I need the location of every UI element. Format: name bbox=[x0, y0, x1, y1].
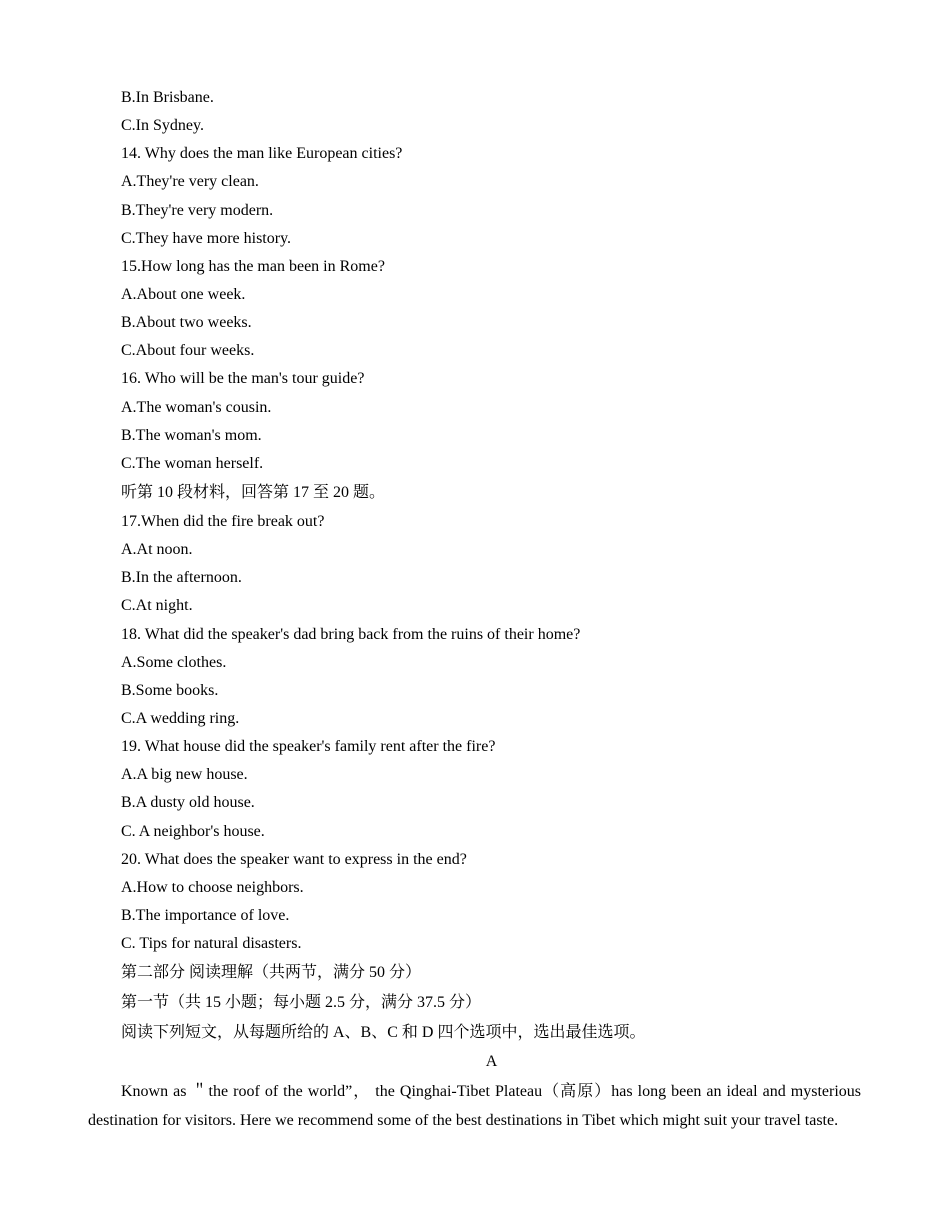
option-line: C.The woman herself. bbox=[121, 454, 264, 472]
option-line: A.At noon. bbox=[121, 541, 193, 559]
option-line: B.They're very modern. bbox=[121, 201, 274, 219]
instruction-line: 第二部分 阅读理解（共两节，满分 50 分） bbox=[121, 964, 422, 982]
passage-paragraph: Known as ＂the roof of the world”， the Qinghai-Tibet Plateau（高原）has long been an ideal and mysterious destination for visitors. Here we recommend some of the best destinations in Tibet which might suit your travel taste. bbox=[88, 1083, 861, 1129]
question-line: 15.How long has the man been in Rome? bbox=[121, 257, 385, 275]
instruction-line: 第一节（共 15 小题；每小题 2.5 分，满分 37.5 分） bbox=[121, 994, 482, 1012]
option-line: C.At night. bbox=[121, 597, 193, 615]
option-line: C.A wedding ring. bbox=[121, 709, 240, 727]
option-line: C. A neighbor's house. bbox=[121, 822, 265, 840]
option-line: B.A dusty old house. bbox=[121, 794, 255, 812]
option-line: A.How to choose neighbors. bbox=[121, 878, 304, 896]
question-lines bbox=[121, 84, 881, 1048]
option-line: B.In Brisbane. bbox=[121, 89, 214, 106]
question-line: 14. Why does the man like European cities? bbox=[121, 145, 403, 163]
option-line: A.The woman's cousin. bbox=[121, 398, 272, 416]
passage-heading: A bbox=[485, 1053, 498, 1070]
question-line: 18. What did the speaker's dad bring back from the ruins of their home? bbox=[121, 625, 581, 643]
option-line: B.The importance of love. bbox=[121, 906, 290, 924]
option-line: A.About one week. bbox=[121, 285, 246, 303]
option-line: B.Some books. bbox=[121, 681, 219, 699]
instruction-line: 阅读下列短文，从每题所给的 A、B、C 和 D 四个选项中，选出最佳选项。 bbox=[121, 1024, 646, 1042]
option-line: A.Some clothes. bbox=[121, 653, 227, 671]
option-line: B.In the afternoon. bbox=[121, 569, 242, 587]
option-line: C.In Sydney. bbox=[121, 117, 204, 135]
option-line: C.They have more history. bbox=[121, 229, 292, 247]
question-line: 16. Who will be the man's tour guide? bbox=[121, 370, 365, 388]
option-line: A.A big new house. bbox=[121, 766, 248, 784]
option-line: A.They're very clean. bbox=[121, 173, 259, 191]
option-line: C. Tips for natural disasters. bbox=[121, 935, 302, 953]
option-line: B.About two weeks. bbox=[121, 314, 252, 332]
instruction-line: 听第 10 段材料，回答第 17 至 20 题。 bbox=[121, 483, 386, 501]
question-line: 19. What house did the speaker's family rent after the fire? bbox=[121, 738, 496, 756]
option-line: C.About four weeks. bbox=[121, 342, 255, 360]
option-line: B.The woman's mom. bbox=[121, 426, 262, 444]
question-line: 20. What does the speaker want to express in the end? bbox=[121, 850, 467, 868]
question-line: 17.When did the fire break out? bbox=[121, 512, 325, 530]
